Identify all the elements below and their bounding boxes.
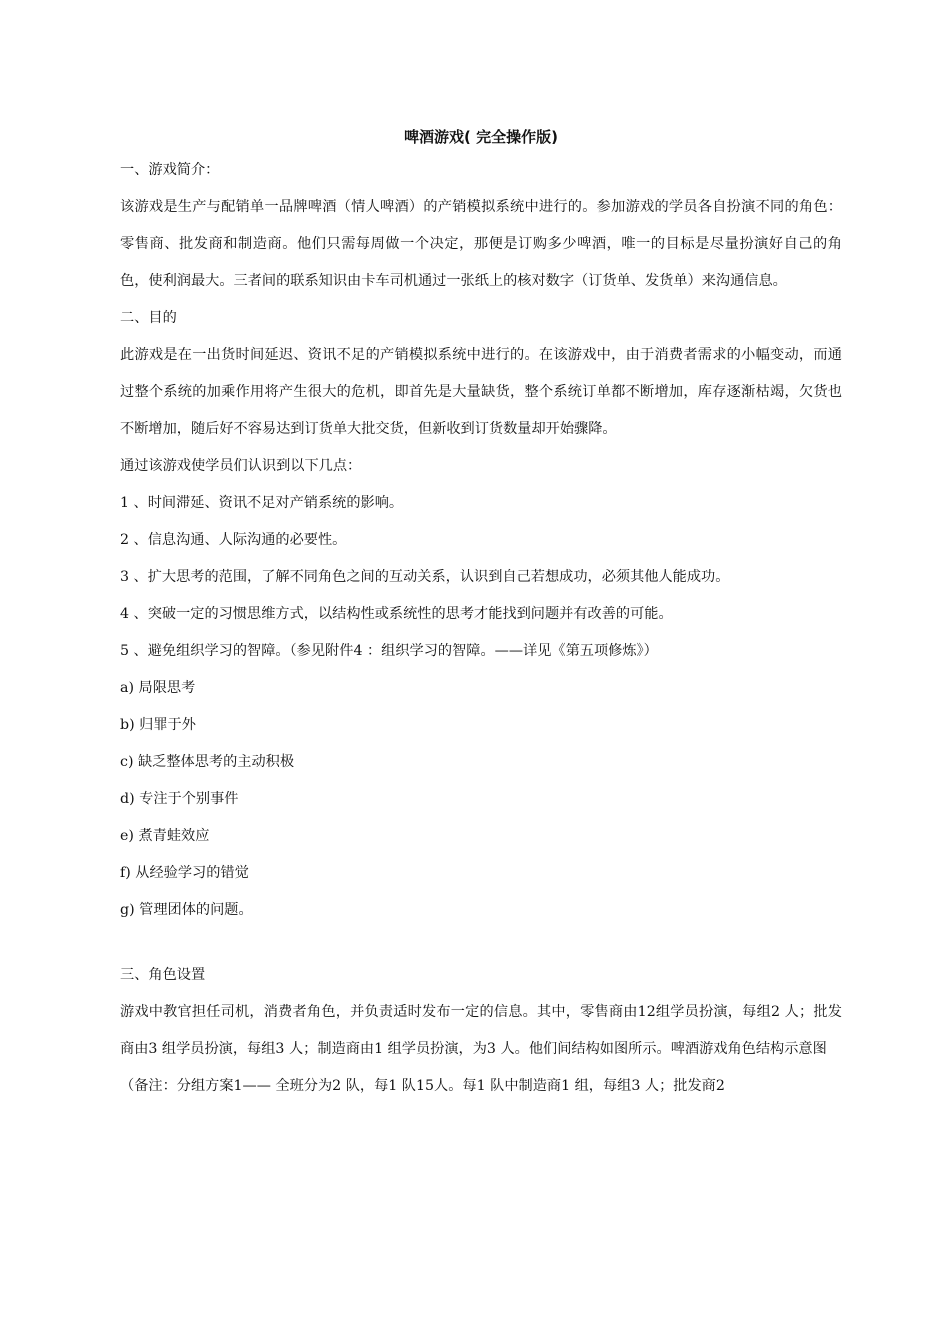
document-title: 啤酒游戏( 完全操作版) bbox=[404, 128, 558, 146]
purpose-intro: 通过该游戏使学员们认识到以下几点： bbox=[120, 458, 362, 474]
document-page bbox=[120, 126, 842, 1105]
sub-point: e) 煮青蛙效应 bbox=[120, 828, 210, 844]
sub-point: b) 归罪于外 bbox=[120, 717, 196, 733]
intro-paragraph: 该游戏是生产与配销单一品牌啤酒（情人啤酒）的产销模拟系统中进行的。参加游戏的学员各自扮演不同的角色：零售商、批发商和制造商。他们只需每周做一个决定，那便是订购多少啤酒，唯一的目标是尽量扮演好自己的角色，使利润最大。三者间的联系知识由卡车司机通过一张纸上的核对数字（订货单、发货单）来沟通信息。 bbox=[120, 199, 842, 289]
roles-paragraph: 游戏中教官担任司机，消费者角色，并负责适时发布一定的信息。其中，零售商由12组学员扮演，每组2 人；批发商由3 组学员扮演，每组3 人；制造商由1 组学员扮演，为3 人。他们间结构如图所示。啤酒游戏角色结构示意图 bbox=[120, 1004, 842, 1057]
roles-note: （备注：分组方案1—— 全班分为2 队，每1 队15人。每1 队中制造商1 组，每组3 人；批发商2 bbox=[120, 1078, 725, 1094]
purpose-point: 3 、扩大思考的范围，了解不同角色之间的互动关系，认识到自己若想成功，必须其他人能成功。 bbox=[120, 569, 730, 585]
section-heading-intro: 一、游戏简介： bbox=[120, 162, 220, 178]
section-heading-roles: 三、角色设置 bbox=[120, 967, 206, 983]
purpose-paragraph: 此游戏是在一出货时间延迟、资讯不足的产销模拟系统中进行的。在该游戏中，由于消费者需求的小幅变动，而通过整个系统的加乘作用将产生很大的危机，即首先是大量缺货，整个系统订单都不断增加，库存逐渐枯竭，欠货也不断增加，随后好不容易达到订货单大批交货，但新收到订货数量却开始骤降。 bbox=[120, 347, 842, 437]
purpose-point: 2 、信息沟通、人际沟通的必要性。 bbox=[120, 532, 347, 548]
sub-point: a) 局限思考 bbox=[120, 680, 196, 696]
section-heading-purpose: 二、目的 bbox=[120, 310, 177, 326]
sub-point: d) 专注于个别事件 bbox=[120, 791, 239, 807]
sub-point: g) 管理团体的问题。 bbox=[120, 902, 253, 918]
purpose-point: 1 、时间滞延、资讯不足对产销系统的影响。 bbox=[120, 495, 404, 511]
purpose-point: 4 、突破一定的习惯思维方式，以结构性或系统性的思考才能找到问题并有改善的可能。 bbox=[120, 606, 673, 622]
sub-point: f) 从经验学习的错觉 bbox=[120, 865, 249, 881]
section-spacer bbox=[120, 929, 842, 957]
purpose-point: 5 、避免组织学习的智障。（参见附件4 ：组织学习的智障。——详见《第五项修炼》） bbox=[120, 643, 658, 659]
sub-point: c) 缺乏整体思考的主动积极 bbox=[120, 754, 295, 770]
